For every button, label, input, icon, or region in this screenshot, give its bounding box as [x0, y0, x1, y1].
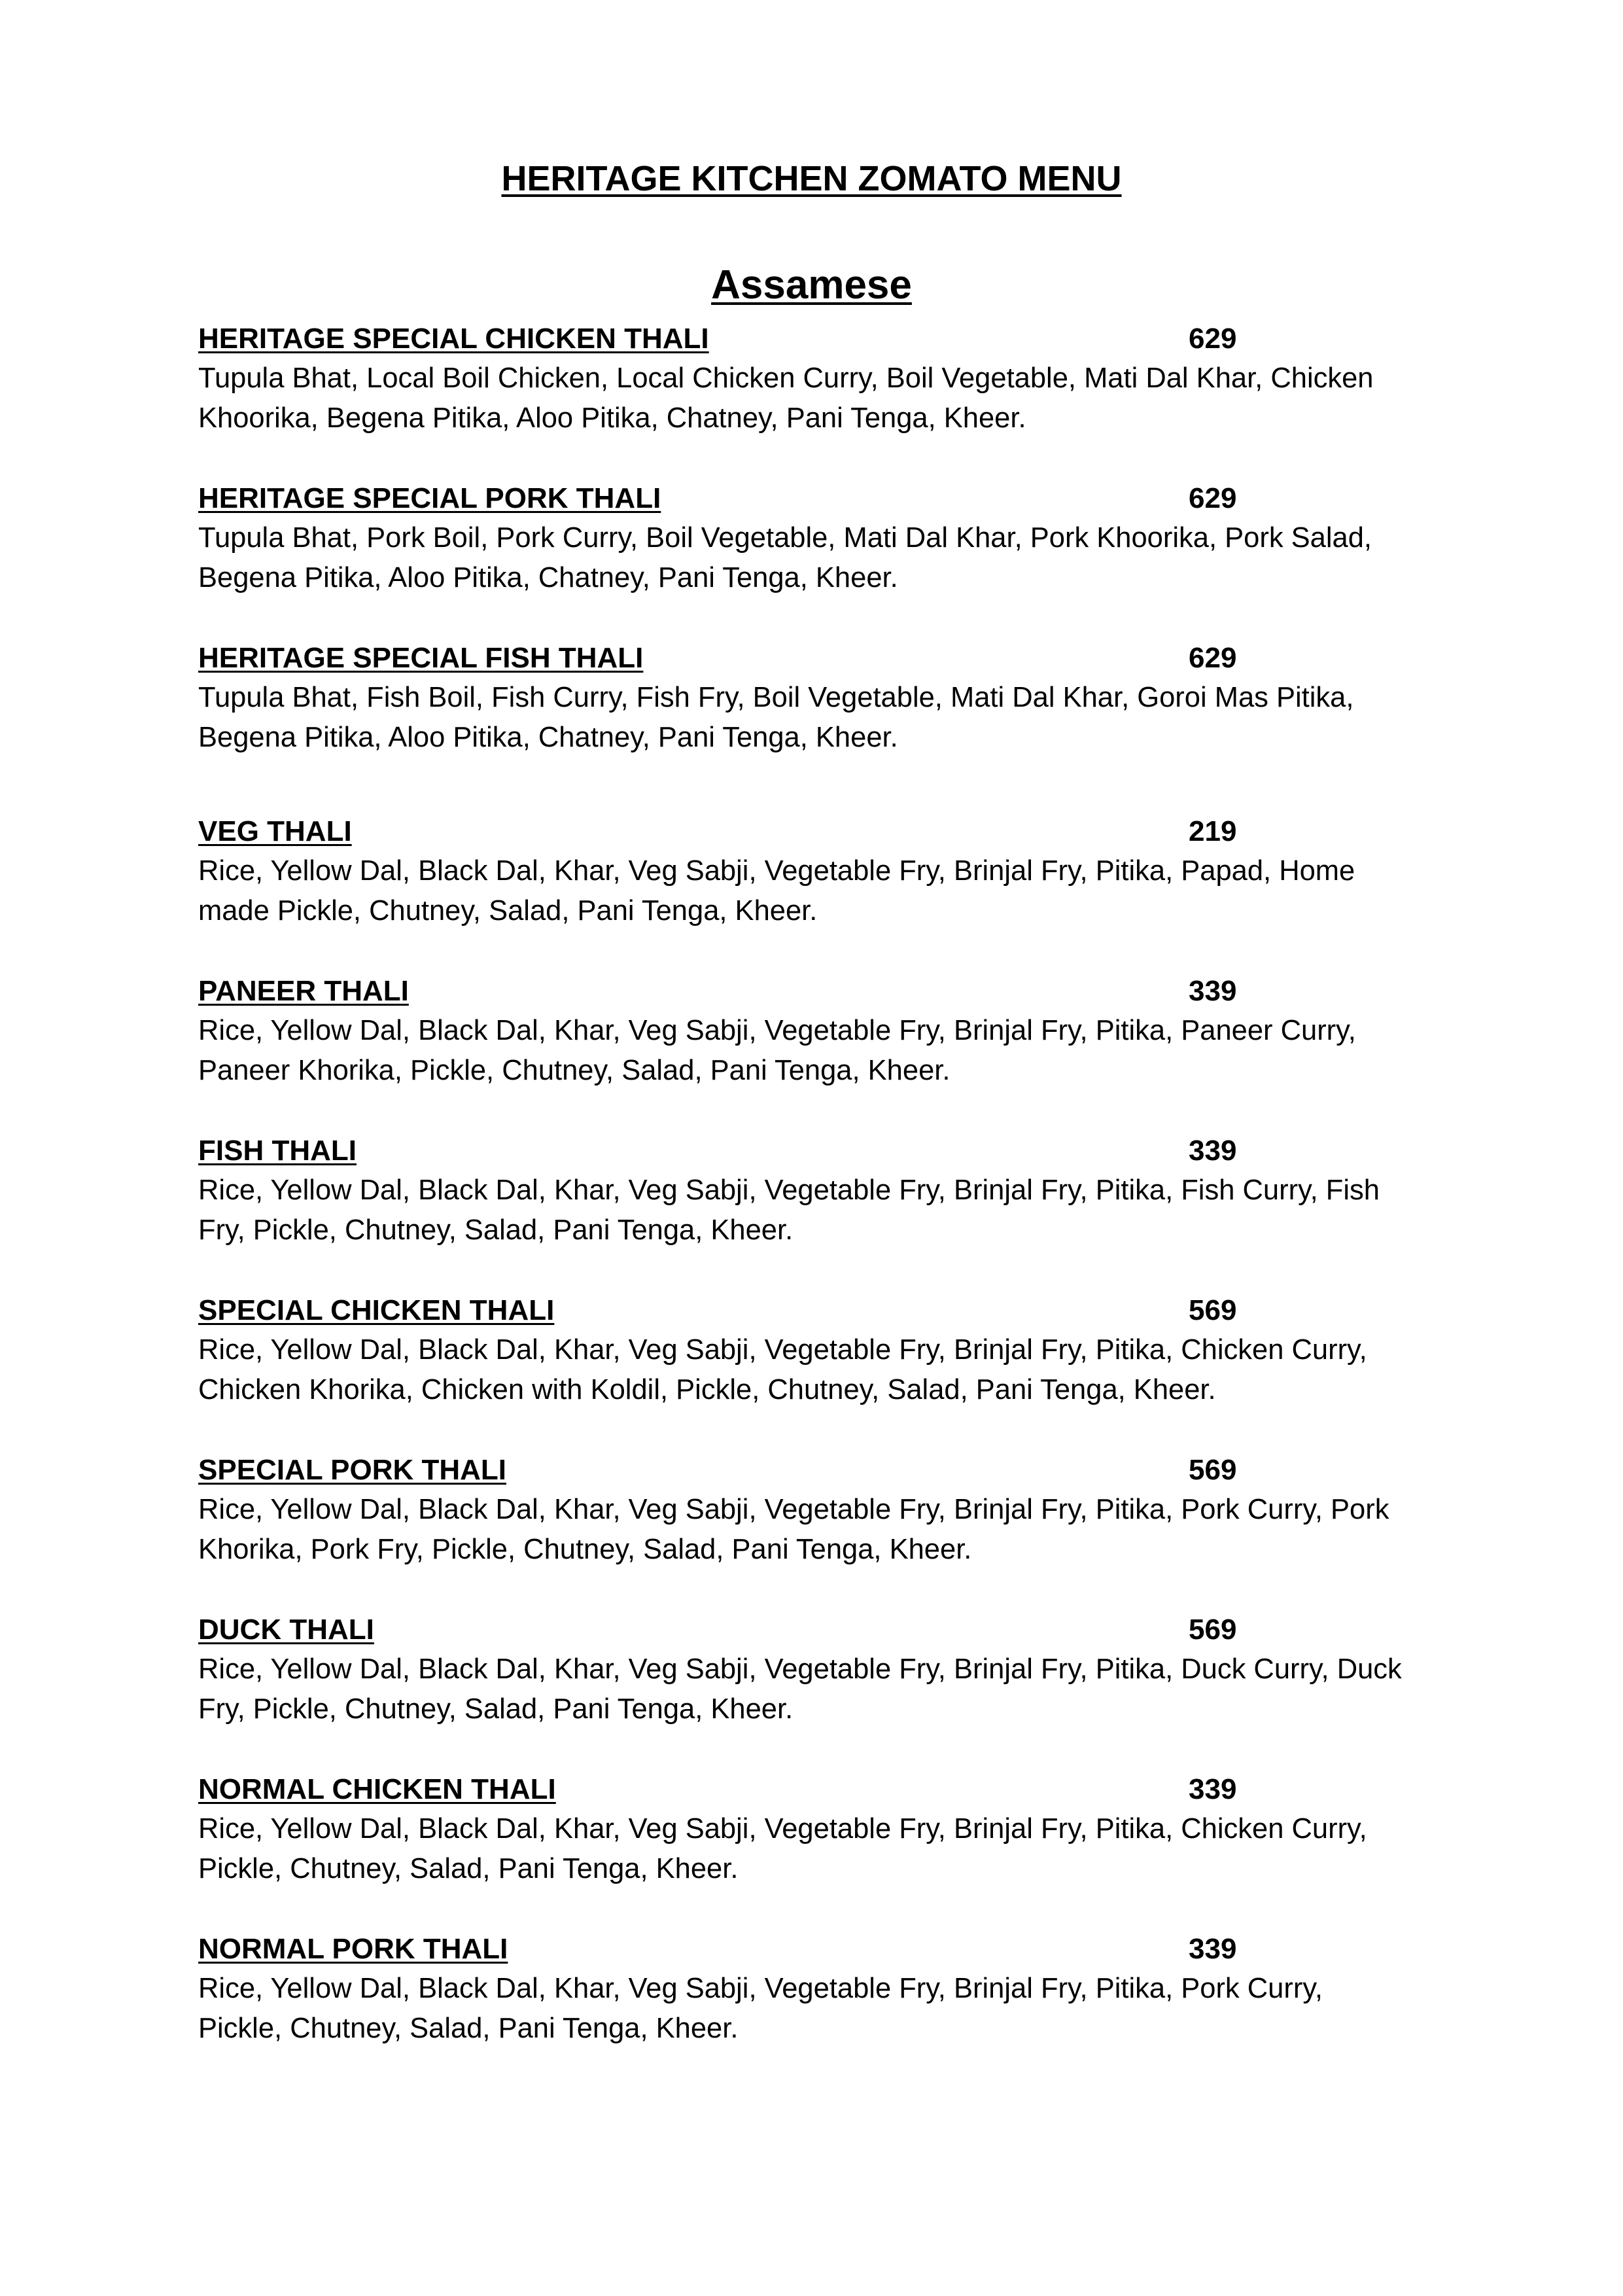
menu-item	[198, 638, 1467, 758]
menu-item	[198, 1290, 1467, 1410]
item-description: Rice, Yellow Dal, Black Dal, Khar, Veg Sabji, Vegetable Fry, Brinjal Fry, Pitika, Pork Curry, Pickle, Chutney, Salad, Pani Tenga, Kheer.	[198, 1973, 1323, 2044]
item-name: FISH THALI	[198, 1135, 357, 1167]
item-heading	[198, 638, 1467, 678]
item-description: Tupula Bhat, Fish Boil, Fish Curry, Fish Fry, Boil Vegetable, Mati Dal Khar, Goroi Mas Pitika, Begena Pitika, Aloo Pitika, Chatney, Pani Tenga, Kheer.	[198, 682, 1354, 753]
item-description: Rice, Yellow Dal, Black Dal, Khar, Veg Sabji, Vegetable Fry, Brinjal Fry, Pitika, Duck Curry, Duck Fry, Pickle, Chutney, Salad, Pani Tenga, Kheer.	[198, 1653, 1402, 1725]
item-name: HERITAGE SPECIAL CHICKEN THALI	[198, 323, 709, 355]
item-price: 569	[1189, 1614, 1237, 1646]
item-heading	[198, 811, 1467, 851]
item-price: 569	[1189, 1294, 1237, 1326]
menu-item	[198, 971, 1467, 1091]
item-description: Rice, Yellow Dal, Black Dal, Khar, Veg Sabji, Vegetable Fry, Brinjal Fry, Pitika, Papad, Home made Pickle, Chutney, Salad, Pani Tenga, Kheer.	[198, 855, 1355, 927]
page-title: HERITAGE KITCHEN ZOMATO MENU	[501, 159, 1122, 198]
item-price: 629	[1189, 482, 1237, 514]
item-description: Rice, Yellow Dal, Black Dal, Khar, Veg Sabji, Vegetable Fry, Brinjal Fry, Pitika, Chicken Curry, Pickle, Chutney, Salad, Pani Tenga, Kheer.	[198, 1813, 1367, 1884]
item-price: 339	[1189, 1933, 1237, 1965]
item-name: NORMAL CHICKEN THALI	[198, 1773, 556, 1805]
item-name: HERITAGE SPECIAL FISH THALI	[198, 642, 644, 674]
item-heading	[198, 478, 1467, 518]
item-name: SPECIAL PORK THALI	[198, 1454, 507, 1486]
item-name: SPECIAL CHICKEN THALI	[198, 1294, 555, 1326]
item-description: Rice, Yellow Dal, Black Dal, Khar, Veg Sabji, Vegetable Fry, Brinjal Fry, Pitika, Fish Curry, Fish Fry, Pickle, Chutney, Salad, Pani Tenga, Kheer.	[198, 1174, 1380, 1246]
menu-item	[198, 1769, 1467, 1889]
item-name: VEG THALI	[198, 815, 352, 847]
item-price: 629	[1189, 323, 1237, 355]
menu-item	[198, 478, 1467, 598]
item-price: 219	[1189, 815, 1237, 847]
item-heading	[198, 319, 1467, 359]
menu-list	[198, 319, 1467, 2049]
item-heading	[198, 971, 1467, 1011]
item-price: 339	[1189, 975, 1237, 1007]
item-description: Tupula Bhat, Pork Boil, Pork Curry, Boil Vegetable, Mati Dal Khar, Pork Khoorika, Pork Salad, Begena Pitika, Aloo Pitika, Chatney, Pani Tenga, Kheer.	[198, 522, 1372, 593]
item-heading	[198, 1769, 1467, 1809]
item-price: 569	[1189, 1454, 1237, 1486]
menu-item	[198, 1610, 1467, 1729]
menu-item	[198, 319, 1467, 438]
menu-item	[198, 811, 1467, 931]
menu-item	[198, 1131, 1467, 1250]
item-price: 339	[1189, 1135, 1237, 1167]
item-name: DUCK THALI	[198, 1614, 374, 1646]
item-heading	[198, 1290, 1467, 1330]
item-price: 629	[1189, 642, 1237, 674]
menu-item	[198, 1929, 1467, 2049]
item-description: Rice, Yellow Dal, Black Dal, Khar, Veg Sabji, Vegetable Fry, Brinjal Fry, Pitika, Pork Curry, Pork Khorika, Pork Fry, Pickle, Chutney, Salad, Pani Tenga, Kheer.	[198, 1494, 1389, 1565]
item-heading	[198, 1450, 1467, 1490]
item-description: Rice, Yellow Dal, Black Dal, Khar, Veg Sabji, Vegetable Fry, Brinjal Fry, Pitika, Chicken Curry, Chicken Khorika, Chicken with Koldil, Pickle, Chutney, Salad, Pani Tenga, Kheer.	[198, 1334, 1367, 1405]
item-name: NORMAL PORK THALI	[198, 1933, 508, 1965]
item-name: PANEER THALI	[198, 975, 409, 1007]
item-heading	[198, 1131, 1467, 1171]
item-description: Rice, Yellow Dal, Black Dal, Khar, Veg Sabji, Vegetable Fry, Brinjal Fry, Pitika, Paneer Curry, Paneer Khorika, Pickle, Chutney, Salad, Pani Tenga, Kheer.	[198, 1015, 1356, 1086]
item-price: 339	[1189, 1773, 1237, 1805]
menu-item	[198, 1450, 1467, 1570]
item-name: HERITAGE SPECIAL PORK THALI	[198, 482, 661, 514]
item-heading	[198, 1929, 1467, 1969]
item-description: Tupula Bhat, Local Boil Chicken, Local Chicken Curry, Boil Vegetable, Mati Dal Khar, Chicken Khoorika, Begena Pitika, Aloo Pitika, Chatney, Pani Tenga, Kheer.	[198, 362, 1374, 434]
section-title: Assamese	[711, 262, 912, 308]
item-heading	[198, 1610, 1467, 1650]
